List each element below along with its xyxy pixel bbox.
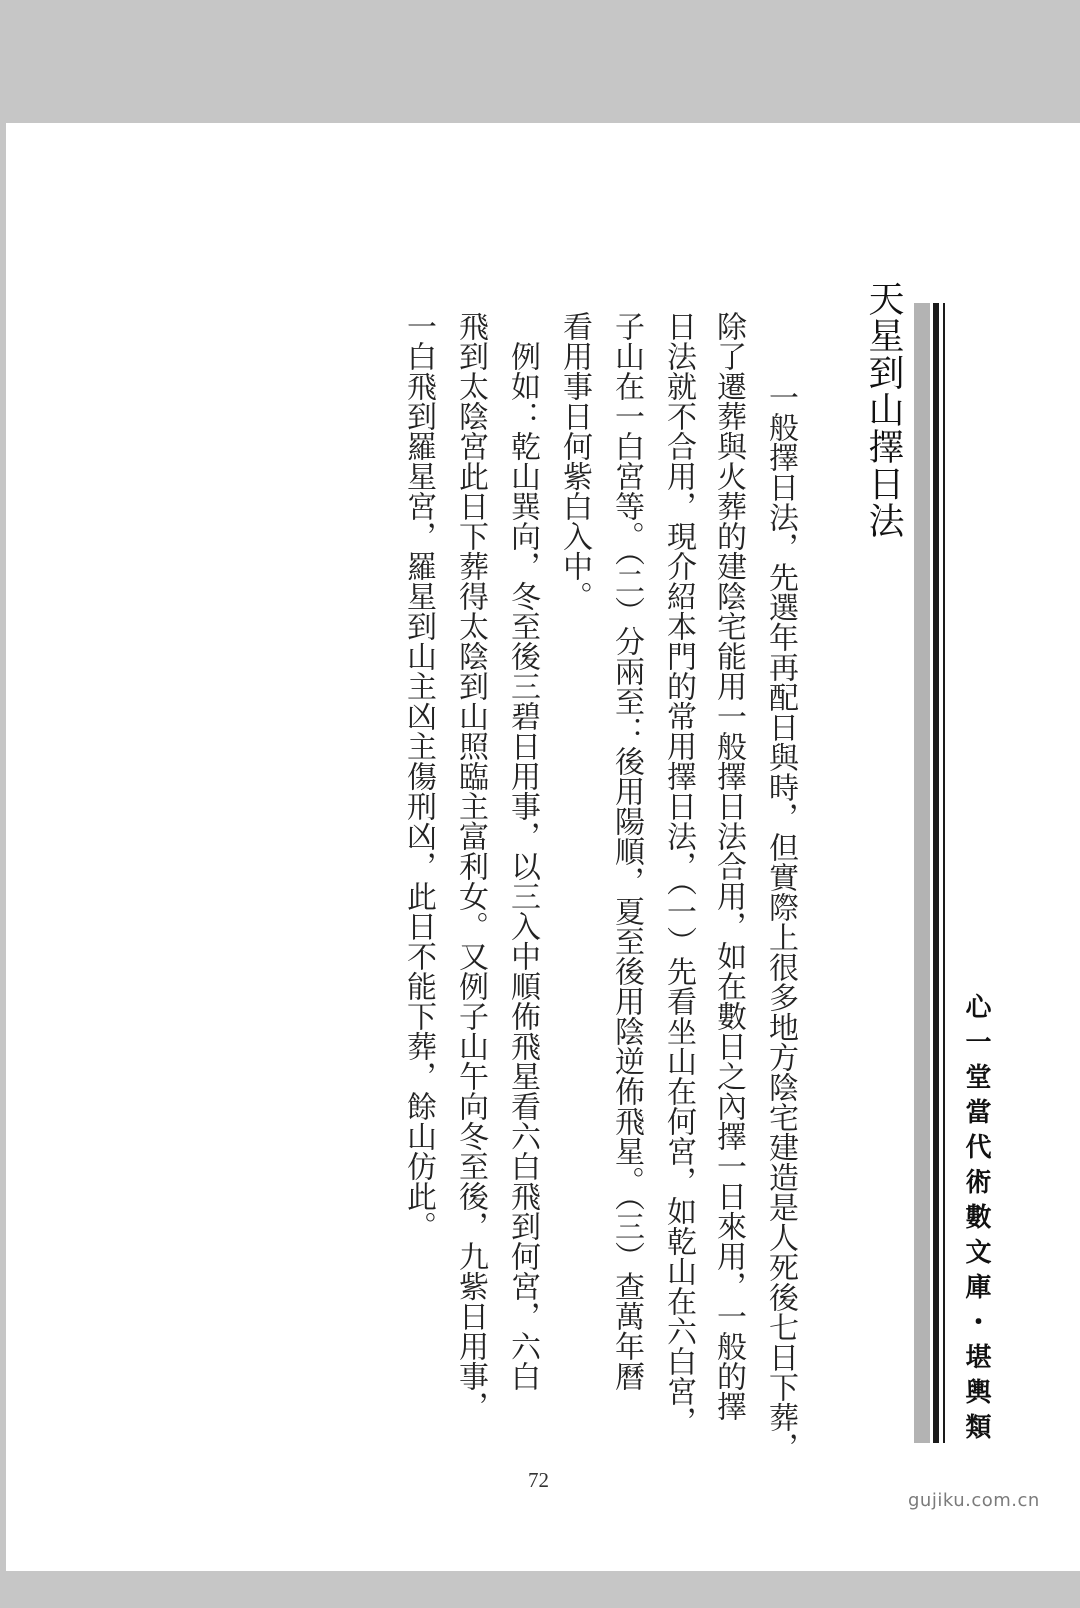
section-title: 天星到山擇日法 — [863, 280, 904, 539]
page-number: 72 — [528, 1468, 549, 1492]
series-title: 心一堂當代術數文庫・堪輿類 — [961, 993, 991, 1448]
header-rule-thick — [933, 303, 939, 1443]
text-line: 看用事日何紫白入中。 — [557, 311, 592, 611]
text-line: 除了遷葬與火葬的建陰宅能用一般擇日法合用，如在數日之內擇一日來用，一般的擇 — [711, 311, 746, 1421]
text-line: 一白飛到羅星宮，羅星到山主凶主傷刑凶，此日不能下葬，餘山仿此。 — [401, 311, 436, 1241]
text-line: 子山在一白宮等。（二）分兩至：後用陽順，夏至後用陰逆佈飛星。（三）查萬年曆 — [609, 311, 644, 1391]
text-line: 例如：乾山巽向，冬至後三碧日用事，以三入中順佈飛星看六白飛到何宮，六白 — [505, 311, 540, 1391]
header-rule-grey — [914, 303, 930, 1443]
text-line: 一般擇日法，先選年再配日與時，但實際上很多地方陰宅建造是人死後七日下葬， — [763, 352, 798, 1462]
watermark: gujiku.com.cn — [908, 1490, 1040, 1511]
text-line: 日法就不合用，現介紹本門的常用擇日法，（一）先看坐山在何宮，如乾山在六白宮， — [661, 311, 696, 1436]
header-rule-thin — [943, 303, 945, 1443]
text-line: 飛到太陰宮此日下葬得太陰到山照臨主富利女。又例子山午向冬至後，九紫日用事， — [453, 311, 488, 1421]
